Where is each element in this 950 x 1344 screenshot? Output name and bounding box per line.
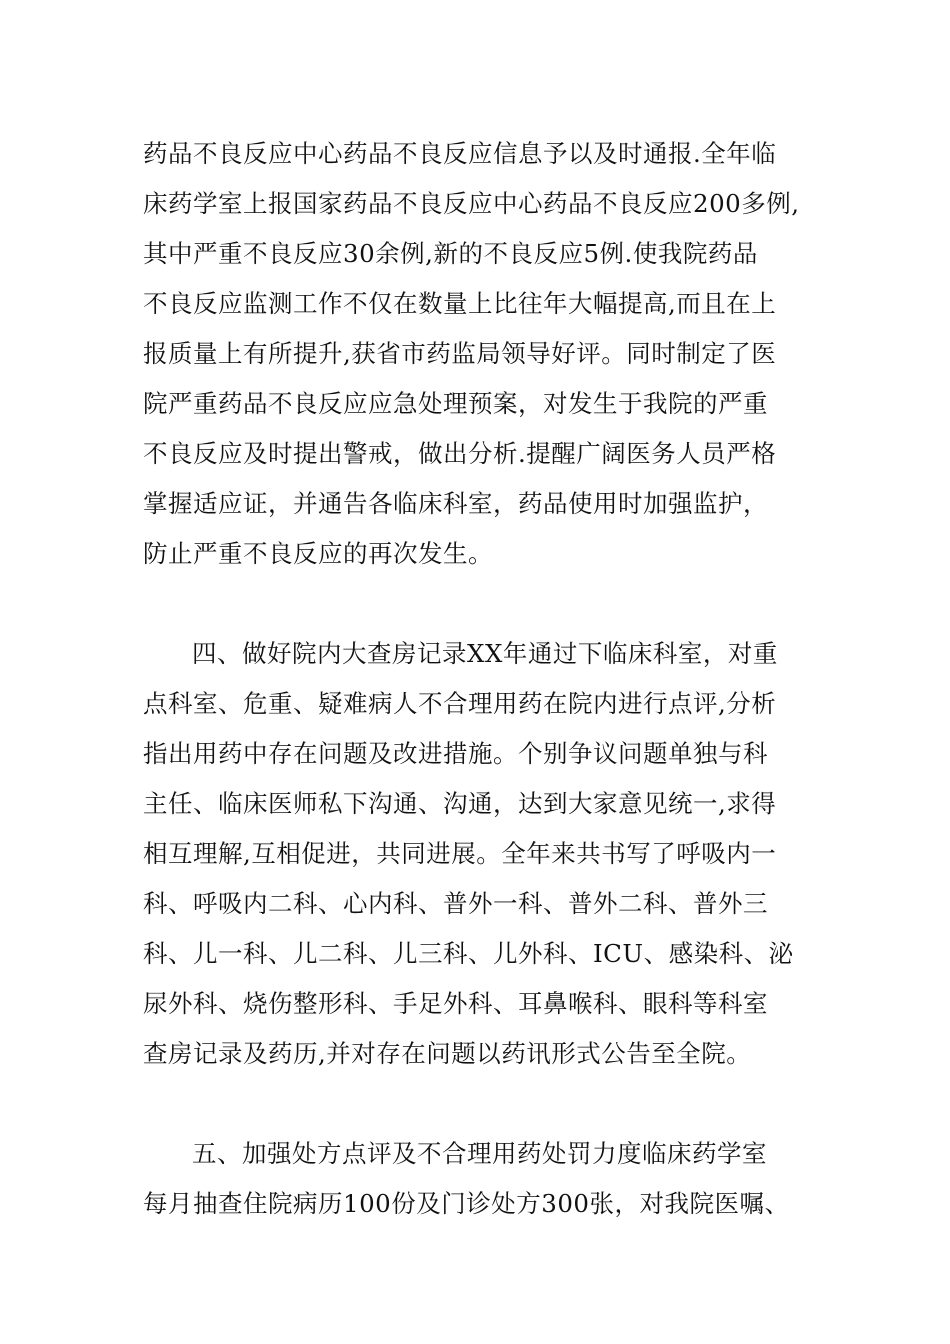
text-line: 科、儿一科、儿二科、儿三科、儿外科、ICU、感染科、泌 [143, 939, 794, 968]
text-line: 不良反应及时提出警戒，做出分析.提醒广阔医务人员严格 [143, 439, 777, 468]
text-line: 点科室、危重、疑难病人不合理用药在院内进行点评,分析 [143, 689, 777, 718]
text-line: 科、呼吸内二科、心内科、普外一科、普外二科、普外三 [143, 889, 768, 918]
text-line: 院严重药品不良反应应急处理预案，对发生于我院的严重 [143, 389, 768, 418]
text-line: 指出用药中存在问题及改进措施。个别争议问题单独与科 [143, 739, 768, 768]
text-line: 主任、临床医师私下沟通、沟通，达到大家意见统一,求得 [143, 789, 777, 818]
text-line: 床药学室上报国家药品不良反应中心药品不良反应200多例, [143, 189, 800, 218]
text-line: 药品不良反应中心药品不良反应信息予以及时通报.全年临 [143, 139, 777, 168]
text-line: 防止严重不良反应的再次发生。 [143, 539, 493, 568]
text-line: 相互理解,互相促进，共同进展。全年来共书写了呼吸内一 [143, 839, 777, 868]
text-line: 每月抽查住院病历100份及门诊处方300张，对我院医嘱、 [143, 1189, 790, 1218]
text-line: 不良反应监测工作不仅在数量上比往年大幅提高,而且在上 [143, 289, 777, 318]
text-line: 报质量上有所提升,获省市药监局领导好评。同时制定了医 [143, 339, 777, 368]
text-line: 五、加强处方点评及不合理用药处罚力度临床药学室 [192, 1139, 767, 1168]
text-line: 查房记录及药历,并对存在问题以药讯形式公告至全院。 [143, 1039, 752, 1068]
text-line: 尿外科、烧伤整形科、手足外科、耳鼻喉科、眼科等科室 [143, 989, 768, 1018]
text-line: 掌握适应证，并通告各临床科室，药品使用时加强监护， [143, 489, 768, 518]
text-line: 其中严重不良反应30余例,新的不良反应5例.使我院药品 [143, 239, 758, 268]
text-line: 四、做好院内大查房记录XX年通过下临床科室，对重 [192, 639, 778, 668]
